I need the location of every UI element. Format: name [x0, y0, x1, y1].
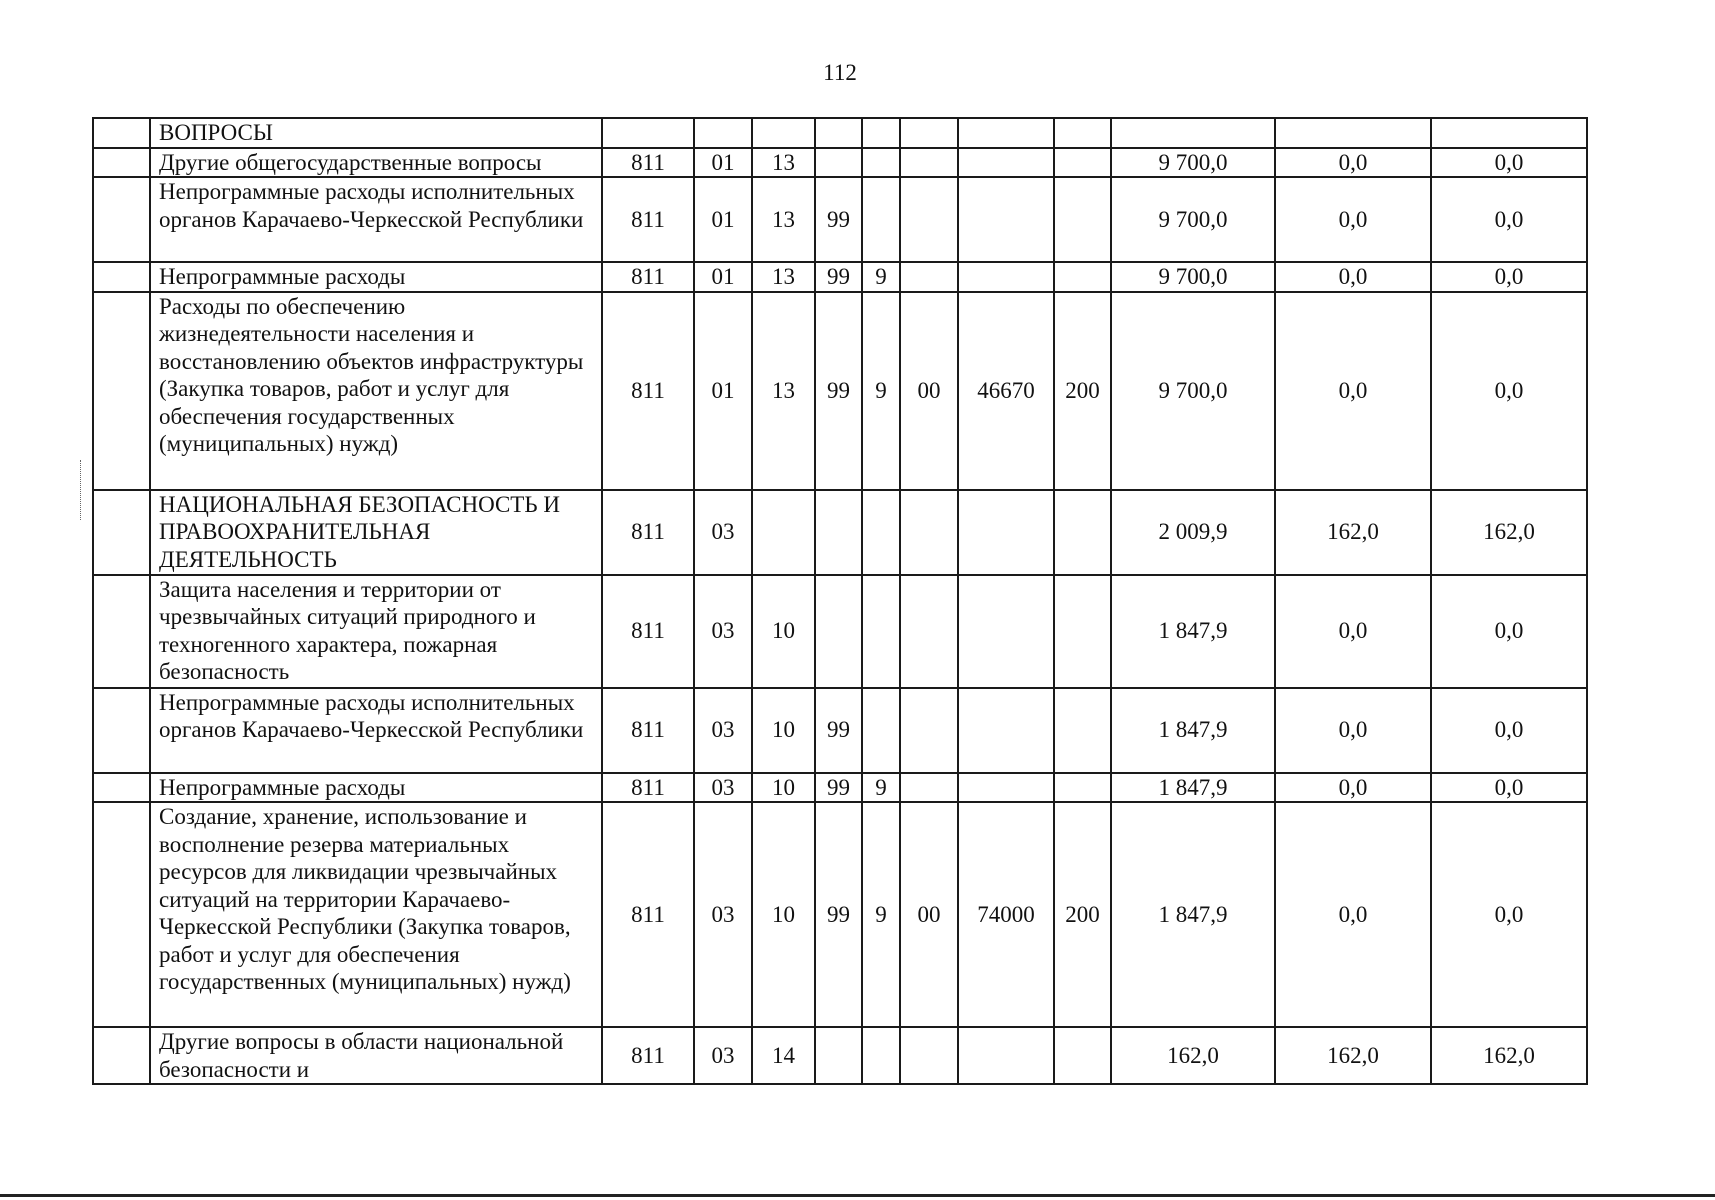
cell-s1: 9 700,0	[1111, 262, 1275, 292]
cell-c3	[900, 490, 958, 575]
cell-c3	[900, 575, 958, 688]
cell-s1: 1 847,9	[1111, 575, 1275, 688]
cell-c3	[900, 773, 958, 803]
table-row	[93, 1027, 1587, 1084]
cell-c4	[958, 575, 1054, 688]
cell-c2	[862, 575, 900, 688]
row-name-cell: Другие общегосударственные вопросы	[150, 148, 602, 178]
cell-ved	[602, 118, 694, 148]
cell-c2: 9	[862, 773, 900, 803]
cell-c2	[862, 148, 900, 178]
cell-s3: 0,0	[1431, 575, 1587, 688]
cell-vr	[1054, 575, 1111, 688]
cell-s1: 1 847,9	[1111, 773, 1275, 803]
cell-c1: 99	[815, 177, 862, 262]
cell-rz: 03	[694, 773, 752, 803]
cell-pr: 13	[752, 262, 815, 292]
cell-c2	[862, 688, 900, 773]
cell-pr	[752, 490, 815, 575]
cell-c2	[862, 490, 900, 575]
cell-ved: 811	[602, 148, 694, 178]
cell-c1: 99	[815, 773, 862, 803]
cell-vr: 200	[1054, 292, 1111, 490]
cell-s1: 1 847,9	[1111, 688, 1275, 773]
cell-c1: 99	[815, 292, 862, 490]
cell-vr: 200	[1054, 802, 1111, 1027]
row-name-cell: Непрограммные расходы	[150, 773, 602, 803]
cell-c4: 46670	[958, 292, 1054, 490]
cell-s3: 0,0	[1431, 802, 1587, 1027]
bottom-rule	[0, 1194, 1715, 1197]
cell-c3	[900, 148, 958, 178]
cell-rz: 01	[694, 292, 752, 490]
row-name-cell: Непрограммные расходы исполнительных органов Карачаево-Черкесской Республики	[150, 177, 602, 262]
cell-c1	[815, 575, 862, 688]
cell-s2: 0,0	[1275, 262, 1431, 292]
cell-c4	[958, 262, 1054, 292]
cell-c4	[958, 177, 1054, 262]
row-name-cell: Защита населения и территории от чрезвычайных ситуаций природного и техногенного характера, пожарная безопасность	[150, 575, 602, 688]
cell-c1: 99	[815, 802, 862, 1027]
cell-c3: 00	[900, 292, 958, 490]
table-row	[93, 575, 1587, 688]
cell-ved: 811	[602, 177, 694, 262]
cell-c1	[815, 148, 862, 178]
cell-rz: 03	[694, 688, 752, 773]
cell-vr	[1054, 1027, 1111, 1084]
cell-rz: 03	[694, 1027, 752, 1084]
cell-pr: 10	[752, 802, 815, 1027]
cell-c4	[958, 490, 1054, 575]
cell-pr	[752, 118, 815, 148]
cell-pr: 13	[752, 148, 815, 178]
cell-rz: 03	[694, 575, 752, 688]
table-row	[93, 802, 1587, 1027]
table-row	[93, 262, 1587, 292]
row-index-cell	[93, 292, 150, 490]
row-name-cell: Непрограммные расходы исполнительных органов Карачаево-Черкесской Республики	[150, 688, 602, 773]
cell-c2	[862, 118, 900, 148]
table-row	[93, 177, 1587, 262]
cell-c4: 74000	[958, 802, 1054, 1027]
cell-s3	[1431, 118, 1587, 148]
table-row	[93, 688, 1587, 773]
cell-pr: 10	[752, 773, 815, 803]
cell-c4	[958, 148, 1054, 178]
row-index-cell	[93, 490, 150, 575]
cell-rz: 03	[694, 490, 752, 575]
cell-rz: 01	[694, 148, 752, 178]
cell-s2	[1275, 118, 1431, 148]
cell-c3	[900, 1027, 958, 1084]
cell-s2: 0,0	[1275, 802, 1431, 1027]
cell-pr: 13	[752, 292, 815, 490]
cell-c2	[862, 177, 900, 262]
cell-c3	[900, 688, 958, 773]
row-index-cell	[93, 773, 150, 803]
cell-c4	[958, 118, 1054, 148]
cell-c4	[958, 773, 1054, 803]
row-index-cell	[93, 177, 150, 262]
row-index-cell	[93, 575, 150, 688]
row-index-cell	[93, 118, 150, 148]
cell-ved: 811	[602, 688, 694, 773]
cell-s3: 162,0	[1431, 490, 1587, 575]
cell-vr	[1054, 148, 1111, 178]
row-index-cell	[93, 802, 150, 1027]
cell-ved: 811	[602, 575, 694, 688]
row-name-cell: Расходы по обеспечению жизнедеятельности населения и восстановлению объектов инфраструктуры (Закупка товаров, работ и услуг для обеспечения государственных (муниципальных) нужд)	[150, 292, 602, 490]
row-index-cell	[93, 148, 150, 178]
cell-s1: 1 847,9	[1111, 802, 1275, 1027]
cell-c3	[900, 262, 958, 292]
cell-c2: 9	[862, 262, 900, 292]
cell-rz: 01	[694, 262, 752, 292]
budget-table	[92, 117, 1588, 1085]
cell-c3	[900, 118, 958, 148]
cell-s2: 0,0	[1275, 575, 1431, 688]
cell-s2: 0,0	[1275, 177, 1431, 262]
cell-pr: 13	[752, 177, 815, 262]
cell-s2: 162,0	[1275, 490, 1431, 575]
cell-s1: 9 700,0	[1111, 177, 1275, 262]
cell-vr	[1054, 177, 1111, 262]
cell-c1: 99	[815, 262, 862, 292]
cell-s1: 9 700,0	[1111, 148, 1275, 178]
cell-s2: 0,0	[1275, 292, 1431, 490]
table-body	[93, 118, 1587, 1084]
cell-pr: 14	[752, 1027, 815, 1084]
row-name-cell: Другие вопросы в области национальной безопасности и	[150, 1027, 602, 1084]
cell-ved: 811	[602, 773, 694, 803]
cell-c2: 9	[862, 292, 900, 490]
cell-s1: 2 009,9	[1111, 490, 1275, 575]
cell-s3: 162,0	[1431, 1027, 1587, 1084]
cell-rz: 03	[694, 802, 752, 1027]
cell-s3: 0,0	[1431, 688, 1587, 773]
cell-ved: 811	[602, 292, 694, 490]
cell-c1	[815, 490, 862, 575]
cell-rz	[694, 118, 752, 148]
cell-s3: 0,0	[1431, 292, 1587, 490]
cell-pr: 10	[752, 575, 815, 688]
cell-s1: 162,0	[1111, 1027, 1275, 1084]
cell-vr	[1054, 262, 1111, 292]
table-row	[93, 292, 1587, 490]
cell-c1	[815, 1027, 862, 1084]
cell-s2: 0,0	[1275, 688, 1431, 773]
cell-s3: 0,0	[1431, 773, 1587, 803]
cell-c4	[958, 688, 1054, 773]
cell-s3: 0,0	[1431, 177, 1587, 262]
cell-vr	[1054, 490, 1111, 575]
row-name-cell: Непрограммные расходы	[150, 262, 602, 292]
cell-ved: 811	[602, 1027, 694, 1084]
cell-vr	[1054, 773, 1111, 803]
cell-vr	[1054, 118, 1111, 148]
cell-pr: 10	[752, 688, 815, 773]
cell-vr	[1054, 688, 1111, 773]
page-number: 112	[823, 60, 857, 85]
cell-c4	[958, 1027, 1054, 1084]
cell-ved: 811	[602, 802, 694, 1027]
table-row	[93, 148, 1587, 178]
cell-s1	[1111, 118, 1275, 148]
cell-rz: 01	[694, 177, 752, 262]
row-name-cell: Создание, хранение, использование и восполнение резерва материальных ресурсов для ликвидации чрезвычайных ситуаций на территории Карачаево-Черкесской Республики (Закупка товаров, работ и услуг для обеспечения государственных (муниципальных) нужд)	[150, 802, 602, 1027]
table-row	[93, 490, 1587, 575]
cell-s3: 0,0	[1431, 148, 1587, 178]
cell-ved: 811	[602, 490, 694, 575]
row-index-cell	[93, 1027, 150, 1084]
cell-s3: 0,0	[1431, 262, 1587, 292]
cell-c2	[862, 1027, 900, 1084]
cell-c1: 99	[815, 688, 862, 773]
cell-c3: 00	[900, 802, 958, 1027]
table-row	[93, 773, 1587, 803]
cell-s2: 0,0	[1275, 148, 1431, 178]
cell-c3	[900, 177, 958, 262]
row-name-cell: НАЦИОНАЛЬНАЯ БЕЗОПАСНОСТЬ И ПРАВООХРАНИТЕЛЬНАЯ ДЕЯТЕЛЬНОСТЬ	[150, 490, 602, 575]
cell-s2: 0,0	[1275, 773, 1431, 803]
row-index-cell	[93, 262, 150, 292]
table-row	[93, 118, 1587, 148]
cell-c2: 9	[862, 802, 900, 1027]
cell-s2: 162,0	[1275, 1027, 1431, 1084]
row-index-cell	[93, 688, 150, 773]
cell-c1	[815, 118, 862, 148]
row-name-cell: ВОПРОСЫ	[150, 118, 602, 148]
cell-s1: 9 700,0	[1111, 292, 1275, 490]
cell-ved: 811	[602, 262, 694, 292]
